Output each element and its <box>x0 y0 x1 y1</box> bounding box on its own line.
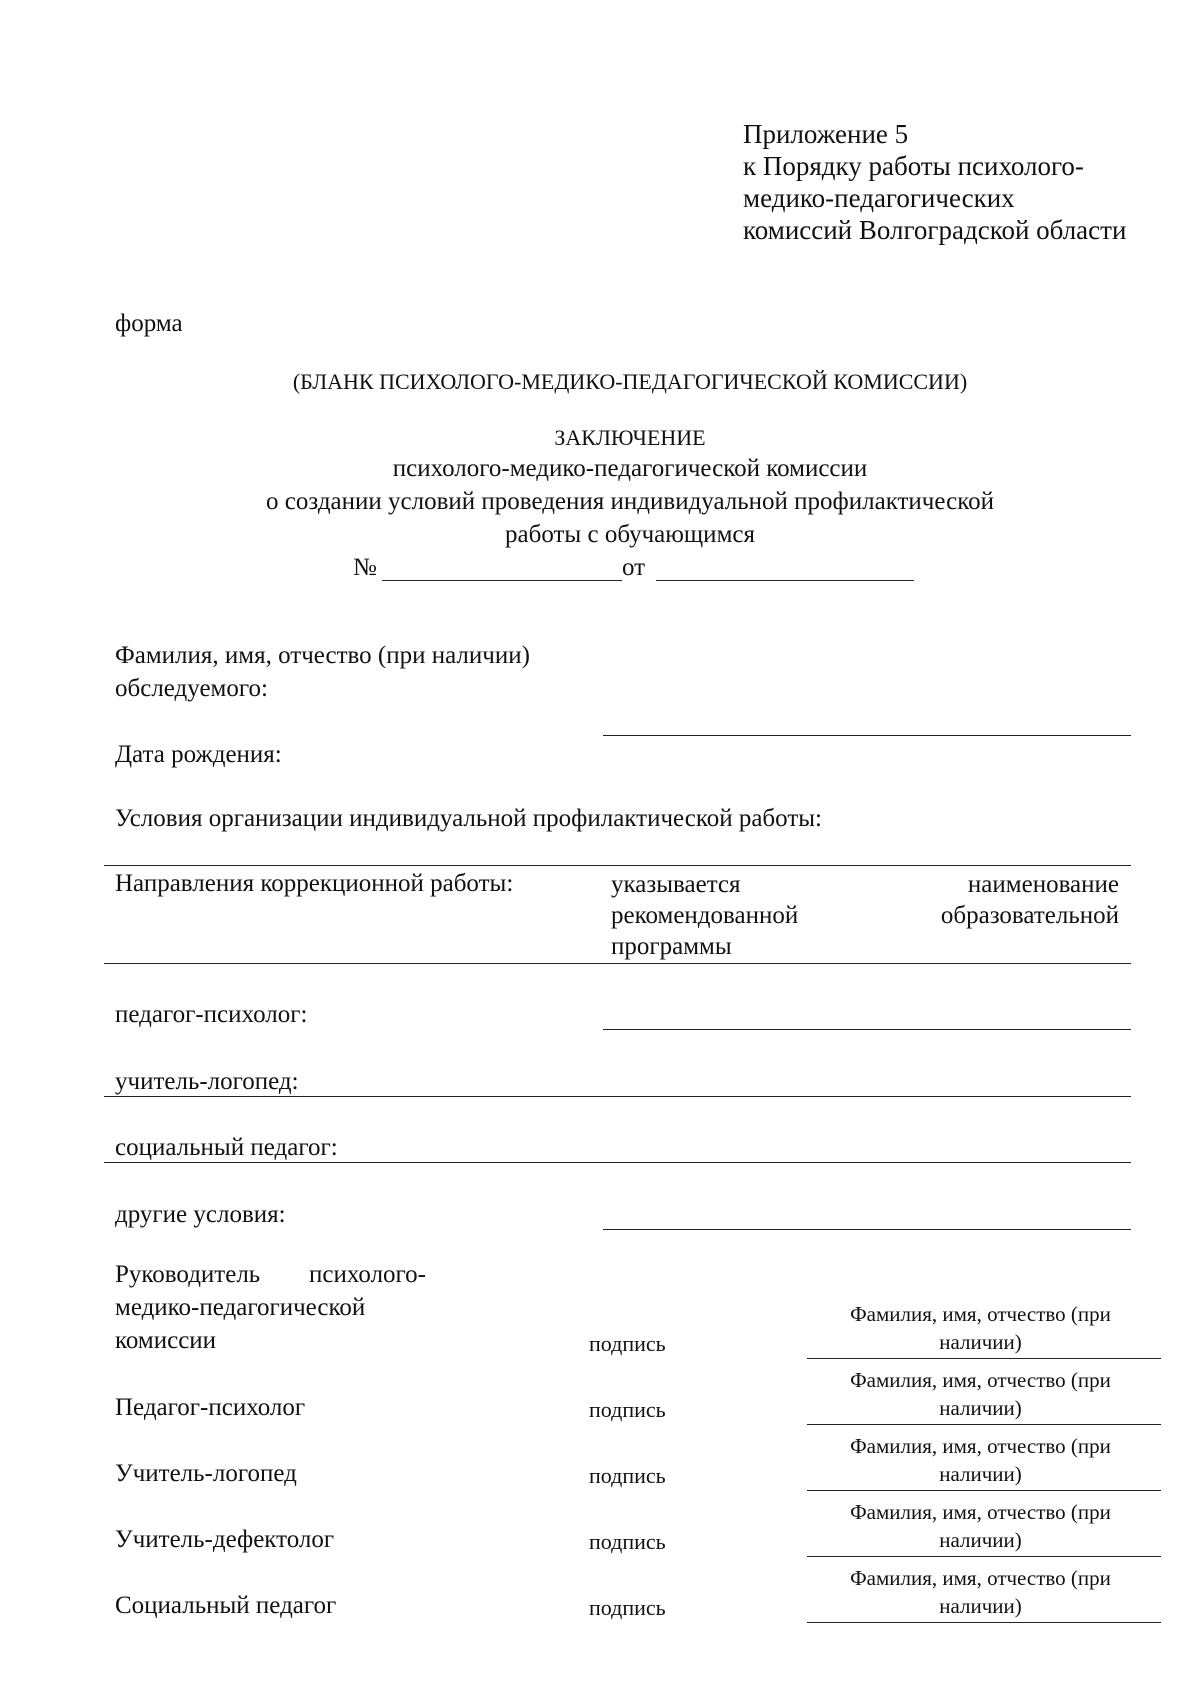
specialist-label: социальный педагог: <box>115 1134 338 1161</box>
conclusion-title: ЗАКЛЮЧЕНИЕ <box>554 425 706 450</box>
fio-caption <box>803 1366 1158 1422</box>
fio-caption-line: Фамилия, имя, отчество (при <box>850 1434 1111 1458</box>
signer-role: Учитель-логопед <box>115 1460 297 1487</box>
fio-caption-line: Фамилия, имя, отчество (при <box>850 1500 1111 1524</box>
signature-label: подпись <box>589 1529 666 1554</box>
conditions-label: Условия организации индивидуальной профилактической работы: <box>115 805 822 832</box>
appendix-line: комиссий Волгоградской области <box>743 215 1127 245</box>
signer-role: Социальный педагог <box>115 1592 337 1619</box>
fio-field-line[interactable] <box>603 735 1131 736</box>
directions-label: Направления коррекционной работы: <box>115 870 514 897</box>
blank-title: (БЛАНК ПСИХОЛОГО-МЕДИКО-ПЕДАГОГИЧЕСКОЙ КОМИССИИ) <box>292 369 968 394</box>
hint-word: наименование <box>967 871 1119 898</box>
signer-head-label: медико-педагогической <box>115 1294 366 1321</box>
specialist-field-line[interactable] <box>104 1096 1131 1097</box>
form-label: форма <box>115 310 183 337</box>
fio-caption-line: наличии) <box>939 1330 1022 1354</box>
conclusion-line: о создании условий проведения индивидуальной профилактической <box>266 488 994 515</box>
fio-caption-line: Фамилия, имя, отчество (при <box>850 1302 1111 1326</box>
signer-role: Учитель-дефектолог <box>115 1526 335 1553</box>
fio-caption-line: Фамилия, имя, отчество (при <box>850 1368 1111 1392</box>
fio-caption <box>803 1498 1158 1554</box>
signer-role: Педагог-психолог <box>115 1394 306 1421</box>
specialist-field-line[interactable] <box>603 1029 1131 1030</box>
signature-line[interactable] <box>807 1490 1161 1491</box>
fio-label: обследуемого: <box>115 675 268 702</box>
number-field-line[interactable] <box>382 580 622 581</box>
specialist-label: учитель-логопед: <box>115 1068 299 1095</box>
fio-caption-line: наличии) <box>939 1594 1022 1618</box>
directions-top-rule <box>104 865 1131 866</box>
specialist-field-line[interactable] <box>104 1162 1131 1163</box>
signature-label: подпись <box>589 1331 666 1356</box>
birth-date-label: Дата рождения: <box>115 741 282 768</box>
signer-head-label: психолого- <box>309 1261 427 1288</box>
fio-caption-line: наличии) <box>939 1396 1022 1420</box>
signature-line[interactable] <box>807 1424 1161 1425</box>
hint-word: программы <box>611 933 732 960</box>
appendix-note <box>743 118 1126 246</box>
hint-word: образовательной <box>940 902 1119 929</box>
appendix-line: медико-педагогических <box>743 183 1015 213</box>
conclusion-line: психолого-медико-педагогической комиссии <box>392 455 868 482</box>
hint-word: указывается <box>611 871 741 898</box>
signature-label: подпись <box>589 1463 666 1488</box>
signer-head-label: Руководитель <box>115 1261 261 1288</box>
fio-caption <box>803 1300 1158 1356</box>
fio-caption <box>803 1432 1158 1488</box>
specialist-label: педагог-психолог: <box>115 1001 308 1028</box>
conclusion-line: работы с обучающимся <box>505 521 755 548</box>
specialist-field-line[interactable] <box>603 1229 1131 1230</box>
signature-line[interactable] <box>807 1358 1161 1359</box>
appendix-line: к Порядку работы психолого- <box>743 151 1084 181</box>
specialist-label: другие условия: <box>115 1201 286 1228</box>
fio-caption-line: наличии) <box>939 1528 1022 1552</box>
fio-caption <box>803 1564 1158 1620</box>
fio-label: Фамилия, имя, отчество (при наличии) <box>115 642 530 669</box>
signer-head-label: комиссии <box>115 1327 217 1354</box>
directions-hint <box>611 869 1119 962</box>
number-label: № <box>353 554 377 581</box>
signature-label: подпись <box>589 1595 666 1620</box>
signature-line[interactable] <box>807 1622 1161 1623</box>
fio-caption-line: Фамилия, имя, отчество (при <box>850 1566 1111 1590</box>
hint-word: рекомендованной <box>611 902 799 929</box>
appendix-line: Приложение 5 <box>743 119 909 149</box>
fio-caption-line: наличии) <box>939 1462 1022 1486</box>
date-from-label: от <box>622 554 646 581</box>
signature-label: подпись <box>589 1397 666 1422</box>
signature-line[interactable] <box>807 1556 1161 1557</box>
directions-bottom-rule <box>104 963 1131 964</box>
date-field-line[interactable] <box>656 580 914 581</box>
